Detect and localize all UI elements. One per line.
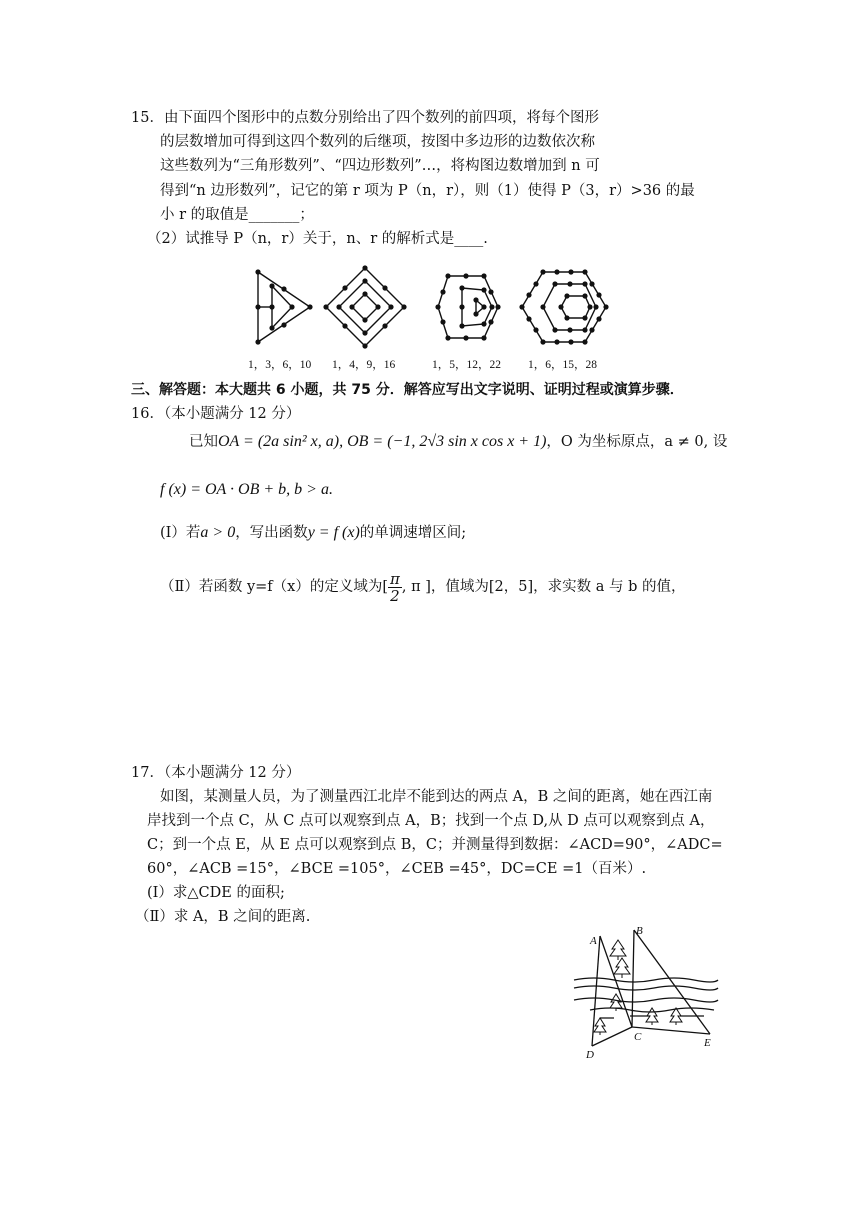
q16-part-1 xyxy=(160,523,466,543)
point-label-c: C xyxy=(634,1031,642,1043)
q17-part-2: （Ⅱ）求 A，B 之间的距离. xyxy=(135,909,311,925)
q15-line-3: 这些数列为“三角形数列”、“四边形数列”…，将构图边数增加到 n 可 xyxy=(160,158,600,174)
q17-line-3: C；到一个点 E，从 E 点可以观察到点 B，C；并测量得到数据：∠ACD=90°，∠ADC= xyxy=(147,837,723,853)
q17-line-2: 岸找到一个点 C，从 C 点可以观察到点 A，B；找到一个点 D,从 D 点可以观察到点 A， xyxy=(147,813,715,829)
q16-given-prefix: 已知 xyxy=(189,434,218,450)
q16-part-1-prefix: (I）若 xyxy=(160,525,201,541)
q17-line-4: 60°，∠ACB =15°，∠BCE =105°，∠CEB =45°，DC=CE =1（百米）. xyxy=(147,861,647,877)
q16-part-2-suffix: , π ]，值域为[2，5]，求实数 a 与 b 的值， xyxy=(401,579,686,595)
q15-line-1: 15．由下面四个图形中的点数分别给出了四个数列的前四项，将每个图形 xyxy=(131,110,599,126)
q15-line-4: 得到“n 边形数列”，记它的第 r 项为 P（n，r），则（1）使得 P（3，r）>36 的最 xyxy=(160,183,695,199)
q17-line-1: 如图，某测量人员，为了测量西江北岸不能到达的两点 A，B 之间的距离，她在西江南 xyxy=(160,789,713,805)
q16-vectors: OA = (2a sin² x, a), OB = (−1, 2√3 sin x cos x + 1) xyxy=(218,433,547,450)
q16-header: 16．（本小题满分 12 分） xyxy=(131,406,301,422)
section-3-heading: 三、解答题：本大题共 6 小题，共 75 分．解答应写出文字说明、证明过程或演算步骤． xyxy=(131,382,684,398)
figure-label-square: 1，4，9，16 xyxy=(332,359,396,371)
q15-line-6: （2）试推导 P（n，r）关于，n、r 的解析式是____. xyxy=(147,231,488,247)
q16-given xyxy=(189,432,727,452)
q16-part-2-prefix: （Ⅱ）若函数 y=f（x）的定义域为[ xyxy=(160,579,389,595)
pi-over-2-fraction xyxy=(388,571,402,604)
q15-line-5: 小 r 的取值是_______； xyxy=(160,207,314,223)
point-label-e: E xyxy=(704,1037,711,1049)
q16-part-2 xyxy=(160,567,686,607)
polygonal-numbers-figure xyxy=(240,262,620,374)
point-label-a: A xyxy=(590,935,597,947)
q16-function: f (x) = OA · OB + b, b > a. xyxy=(160,481,333,498)
figure-label-pentagon: 1，5，12，22 xyxy=(432,359,501,371)
figure-label-triangle: 1，3，6，10 xyxy=(248,359,312,371)
fraction-numerator: π xyxy=(390,569,400,588)
q16-part-1-condition: a > 0 xyxy=(200,524,236,541)
figure-label-hexagon: 1，6，15，28 xyxy=(528,359,597,371)
q16-part-1-suffix: 的单调速增区间; xyxy=(359,525,467,541)
q17-part-1: (I）求△CDE 的面积; xyxy=(147,885,285,901)
q16-part-1-mid: ，写出函数 xyxy=(235,525,308,541)
q17-header: 17．（本小题满分 12 分） xyxy=(131,765,301,781)
point-label-b: B xyxy=(636,925,643,937)
fraction-denominator: 2 xyxy=(390,586,400,605)
q16-part-1-function: y = f (x) xyxy=(307,524,360,541)
river-survey-figure xyxy=(570,922,720,1062)
q15-line-2: 的层数增加可得到这四个数列的后继项，按图中多边形的边数依次称 xyxy=(160,134,595,150)
q16-given-suffix: ，O 为坐标原点，a ≠ 0, 设 xyxy=(546,434,728,450)
point-label-d: D xyxy=(586,1049,594,1061)
